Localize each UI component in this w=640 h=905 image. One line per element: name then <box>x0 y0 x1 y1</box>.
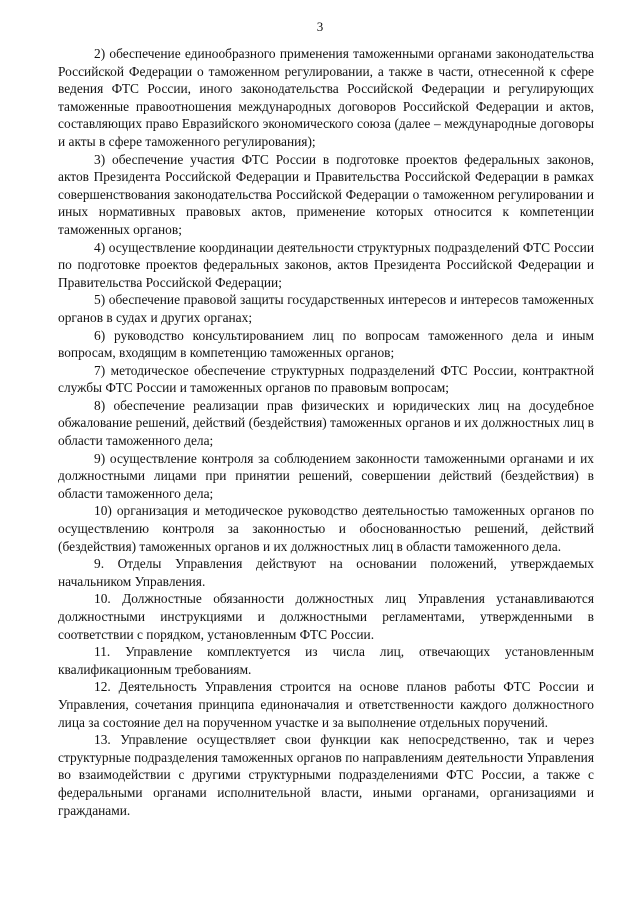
paragraph-item-3: 3) обеспечение участия ФТС России в подготовке проектов федеральных законов, актов Президента Российской Федерации и Правительства Российской Федерации в рамках совершенствования законодательства Российской Федерации о таможенном регулировании и иных нормативных правовых актов, применение которых относится к компетенции таможенных органов; <box>58 151 594 237</box>
paragraph-section-13: 13. Управление осуществляет свои функции как непосредственно, так и через структурные подразделения таможенных органов по направлениям деятельности Управления во взаимодействии с другими структурными подразделениями ФТС России, а также с федеральными органами исполнительной власти, иными органами, организациями и гражданами. <box>58 732 594 818</box>
paragraph-item-10: 10) организация и методическое руководство деятельностью таможенных органов по осуществлению контроля за законностью и обоснованностью решений, действий (бездействия) таможенных органов и их должностных лиц в области таможенного дела. <box>58 503 594 554</box>
paragraph-section-11: 11. Управление комплектуется из числа лиц, отвечающих установленным квалификационным требованиям. <box>58 644 594 677</box>
paragraph-item-2: 2) обеспечение единообразного применения таможенными органами законодательства Российской Федерации о таможенном регулировании, а также в части, отнесенной к сфере ведения ФТС России, иного законодательства Российской Федерации и регулирующих таможенные правоотношения международных договоров Российской Федерации и актов, составляющих право Евразийского экономического союза (далее – международные договоры и акты в сфере таможенного регулирования); <box>58 46 594 149</box>
document-body <box>58 45 594 819</box>
paragraph-item-7: 7) методическое обеспечение структурных подразделений ФТС России, контрактной службы ФТС России и таможенных органов по правовым вопросам; <box>58 362 594 396</box>
paragraph-item-4: 4) осуществление координации деятельности структурных подразделений ФТС России по подготовке проектов федеральных законов, актов Президента Российской Федерации и Правительства Российской Федерации; <box>58 239 594 290</box>
paragraph-section-9: 9. Отделы Управления действуют на основании положений, утверждаемых начальником Управления. <box>58 556 594 589</box>
paragraph-item-9: 9) осуществление контроля за соблюдением законности таможенными органами и их должностными лицами при принятии решений, совершении действий (бездействия) в области таможенного дела; <box>58 450 594 501</box>
paragraph-section-12: 12. Деятельность Управления строится на основе планов работы ФТС России и Управления, сочетания принципа единоначалия и ответственности каждого должностного лица за состояние дел на порученном участке и за выполнение отдельных поручений. <box>58 679 594 730</box>
paragraph-item-8: 8) обеспечение реализации прав физических и юридических лиц на досудебное обжалование решений, действий (бездействия) таможенных органов и их должностных лиц в области таможенного дела; <box>58 397 594 449</box>
paragraph-item-5: 5) обеспечение правовой защиты государственных интересов и интересов таможенных органов в судах и других органах; <box>58 292 594 325</box>
paragraph-item-6: 6) руководство консультированием лиц по вопросам таможенного дела и иным вопросам, входящим в компетенцию таможенных органов; <box>58 327 594 361</box>
page-number: 3 <box>316 19 324 34</box>
paragraph-section-10: 10. Должностные обязанности должностных лиц Управления устанавливаются должностными инструкциями и должностными регламентами, утвержденными в соответствии с порядком, установленным ФТС России. <box>58 591 594 642</box>
